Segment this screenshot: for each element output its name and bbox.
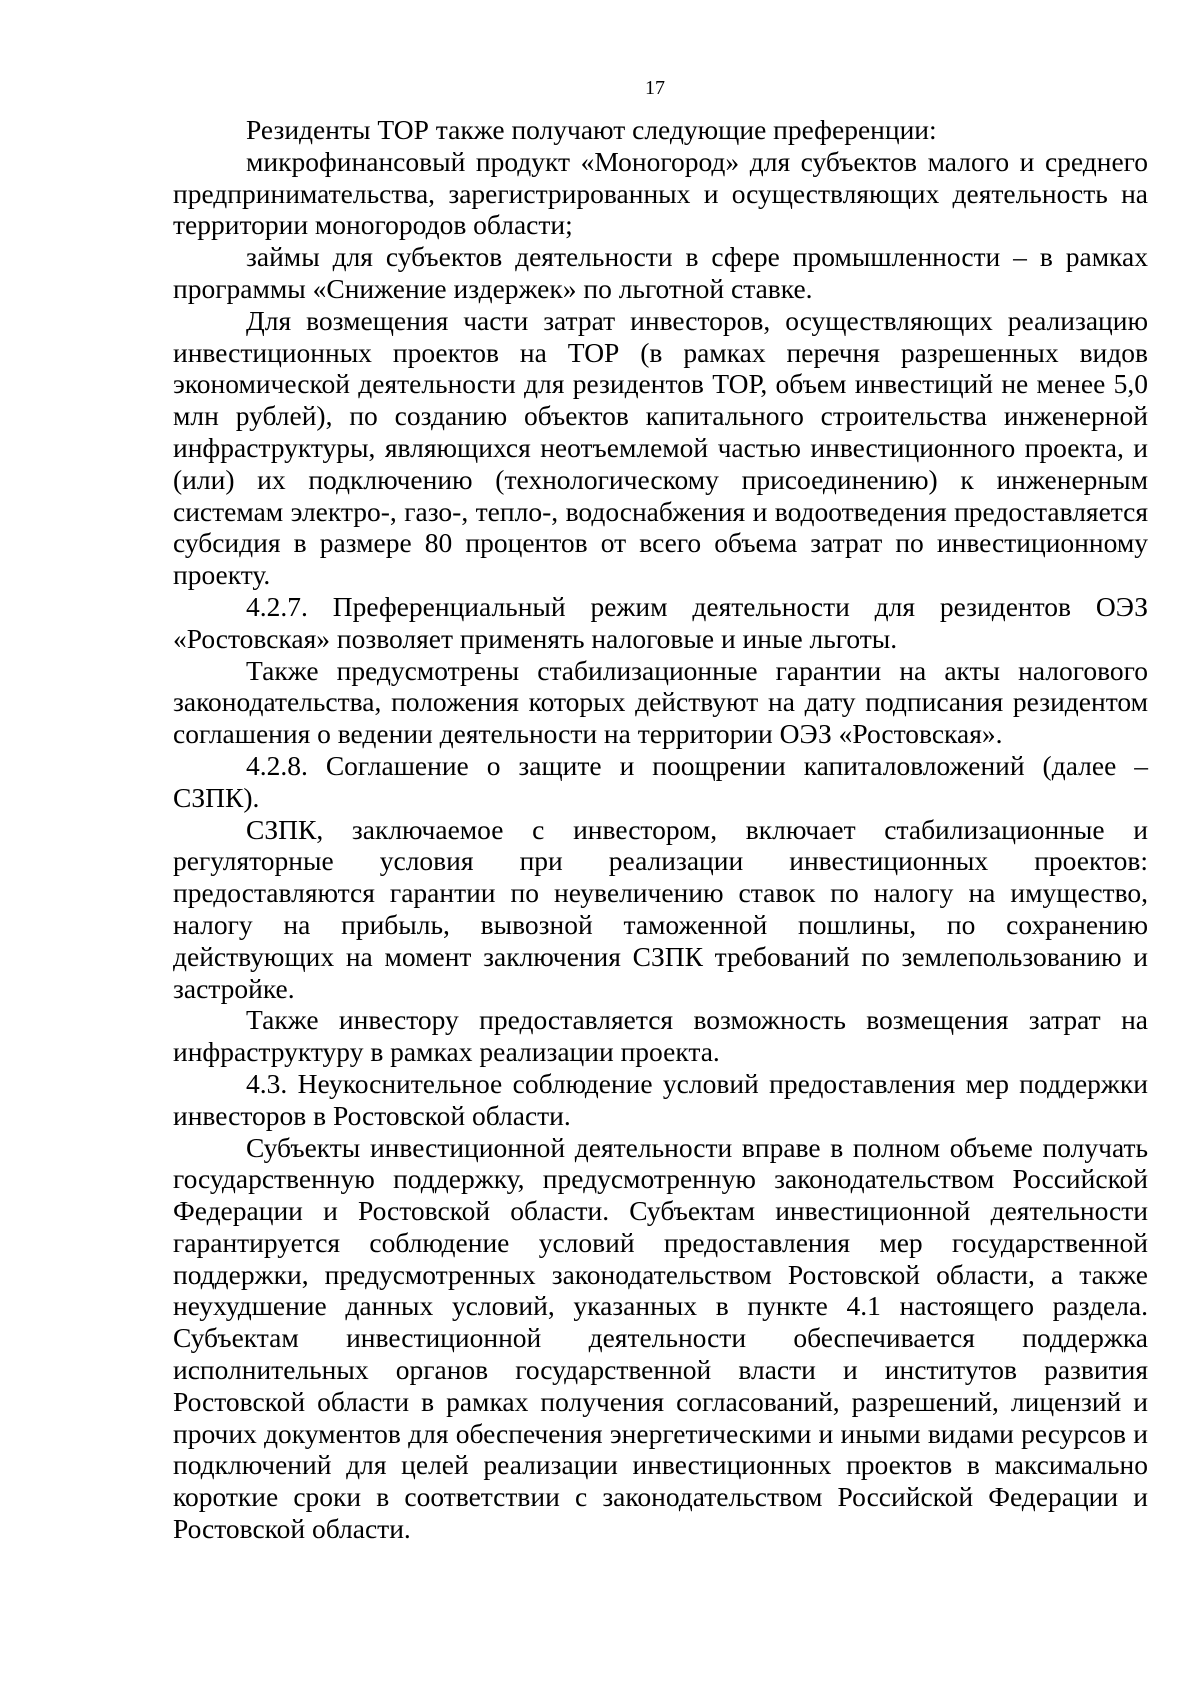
document-body bbox=[173, 114, 1148, 1545]
paragraph-investor-cost-subsidy: Для возмещения части затрат инвесторов, осуществляющих реализацию инвестиционных проектов на ТОР (в рамках перечня разрешенных видов экономической деятельности для резидентов ТОР, объем инвестиций не менее 5,0 млн рублей), по созданию объектов капитального строительства инженерной инфраструктуры, являющихся неотъемлемой частью инвестиционного проекта, и (или) их подключению (технологическому присоединению) к инженерным системам электро-, газо-, тепло-, водоснабжения и водоотведения предоставляется субсидия в размере 80 процентов от всего объема затрат по инвестиционному проекту. bbox=[173, 304, 1148, 591]
paragraph-szpk-conditions: СЗПК, заключаемое с инвестором, включает стабилизационные и регуляторные условия при реализации инвестиционных проектов: предоставляются гарантии по неувеличению ставок по налогу на имущество, налогу на прибыль, вывозной таможенной пошлины, по сохранению действующих на момент заключения СЗПК требований по землепользованию и застройке. bbox=[173, 813, 1148, 1004]
paragraph-microfinance-product: микрофинансовый продукт «Моногород» для субъектов малого и среднего предпринимательства, зарегистрированных и осуществляющих деятельность на территории моногородов области; bbox=[173, 145, 1148, 241]
paragraph-section-4-3: 4.3. Неукоснительное соблюдение условий предоставления мер поддержки инвесторов в Ростовской области. bbox=[173, 1067, 1148, 1131]
page-number: 17 bbox=[645, 77, 665, 99]
paragraph-section-4-2-7: 4.2.7. Преференциальный режим деятельности для резидентов ОЭЗ «Ростовская» позволяет применять налоговые и иные льготы. bbox=[173, 590, 1148, 654]
paragraph-infrastructure-reimbursement: Также инвестору предоставляется возможность возмещения затрат на инфраструктуру в рамках реализации проекта. bbox=[173, 1004, 1148, 1068]
paragraph-tor-preferences-intro: Резиденты ТОР также получают следующие преференции: bbox=[246, 114, 937, 145]
paragraph-stabilization-guarantees: Также предусмотрены стабилизационные гарантии на акты налогового законодательства, положения которых действуют на дату подписания резидентом соглашения о ведении деятельности на территории ОЭЗ «Ростовская». bbox=[173, 654, 1148, 750]
paragraph-industry-loans: займы для субъектов деятельности в сфере промышленности – в рамках программы «Снижение издержек» по льготной ставке. bbox=[173, 241, 1148, 304]
paragraph-section-4-2-8: 4.2.8. Соглашение о защите и поощрении капиталовложений (далее – СЗПК). bbox=[173, 749, 1148, 813]
paragraph-state-support-guarantees: Субъекты инвестиционной деятельности вправе в полном объеме получать государственную поддержку, предусмотренную законодательством Российской Федерации и Ростовской области. Субъектам инвестиционной деятельности гарантируется соблюдение условий предоставления мер государственной поддержки, предусмотренных законодательством Ростовской области, а также неухудшение данных условий, указанных в пункте 4.1 настоящего раздела. Субъектам инвестиционной деятельности обеспечивается поддержка исполнительных органов государственной власти и институтов развития Ростовской области в рамках получения согласований, разрешений, лицензий и прочих документов для обеспечения энергетическими и иными видами ресурсов и подключений для целей реализации инвестиционных проектов в максимально короткие сроки в соответствии с законодательством Российской Федерации и Ростовской области. bbox=[173, 1131, 1148, 1545]
